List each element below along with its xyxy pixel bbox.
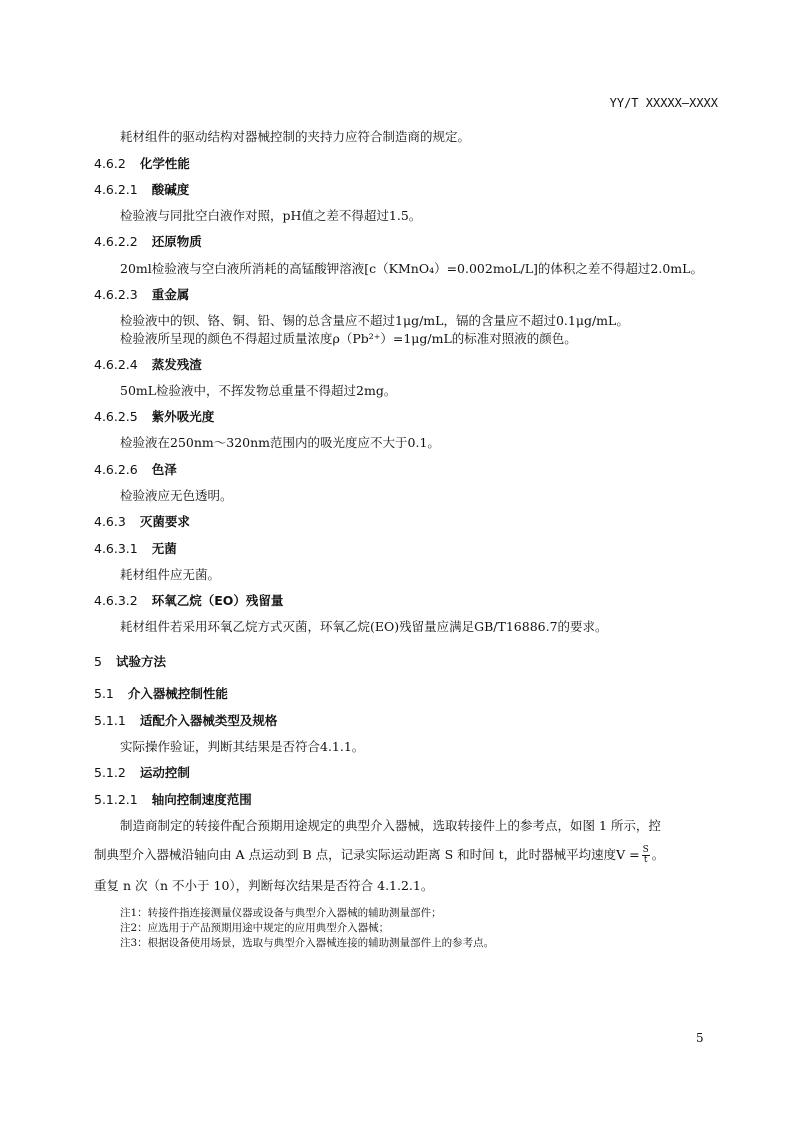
section-heading-5-1-2 — [94, 765, 190, 781]
section-title: 无菌 — [151, 541, 177, 556]
note: 注3：根据设备使用场景，选取与典型介入器械连接的辅助测量部件上的参考点。 — [120, 937, 495, 949]
document-code-header: YY/T XXXXX—XXXX — [609, 96, 718, 110]
page-number: 5 — [696, 1031, 704, 1045]
section-title: 运动控制 — [139, 765, 190, 780]
section-title: 紫外吸光度 — [151, 409, 215, 424]
paragraph: 检验液与同批空白液作对照，pH值之差不得超过1.5。 — [120, 208, 422, 223]
paragraph: 重复 n 次（n 不小于 10），判断每次结果是否符合 4.1.2.1。 — [94, 878, 434, 893]
velocity-fraction — [642, 846, 650, 865]
note: 注2：应选用于产品预期用途中规定的应用典型介入器械； — [120, 922, 390, 934]
section-number: 5 — [94, 654, 102, 669]
fraction-denominator: t — [643, 855, 648, 865]
section-number: 5.1.2 — [94, 765, 126, 780]
section-title: 色泽 — [151, 462, 177, 477]
section-heading-4-6-3-1 — [94, 541, 177, 557]
section-title: 介入器械控制性能 — [127, 686, 228, 701]
section-heading-5-1 — [94, 686, 228, 702]
paragraph — [94, 846, 664, 865]
section-number: 4.6.2 — [94, 156, 126, 171]
section-heading-5-1-2-1 — [94, 792, 252, 808]
section-number: 4.6.2.4 — [94, 357, 138, 372]
section-heading-5-1-1 — [94, 713, 277, 729]
section-title: 环氧乙烷（EO）残留量 — [151, 593, 284, 608]
section-heading-4-6-2-5 — [94, 409, 214, 425]
section-number: 4.6.3.1 — [94, 541, 138, 556]
section-heading-4-6-2 — [94, 156, 190, 172]
paragraph-text: 。 — [651, 847, 665, 862]
section-number: 4.6.2.1 — [94, 182, 138, 197]
section-title: 化学性能 — [139, 156, 190, 171]
section-title: 灭菌要求 — [139, 514, 190, 529]
section-number: 4.6.3.2 — [94, 593, 138, 608]
section-title: 酸碱度 — [151, 182, 190, 197]
section-heading-4-6-2-1 — [94, 182, 189, 198]
paragraph: 耗材组件若采用环氧乙烷方式灭菌，环氧乙烷(EO)残留量应满足GB/T16886.7的要求。 — [120, 619, 608, 634]
paragraph: 耗材组件应无菌。 — [120, 567, 221, 582]
section-title: 重金属 — [151, 287, 190, 302]
section-number: 4.6.2.3 — [94, 287, 138, 302]
section-heading-4-6-3 — [94, 514, 190, 530]
paragraph: 检验液所呈现的颜色不得超过质量浓度ρ（Pb²⁺）=1μg/mL的标准对照液的颜色。 — [120, 331, 577, 346]
section-title: 还原物质 — [151, 234, 202, 249]
paragraph: 检验液在250nm～320nm范围内的吸光度应不大于0.1。 — [120, 435, 440, 450]
fraction-numerator: S — [642, 845, 649, 855]
section-heading-4-6-2-6 — [94, 462, 177, 478]
paragraph: 实际操作验证，判断其结果是否符合4.1.1。 — [120, 739, 365, 754]
section-heading-5 — [94, 654, 166, 670]
paragraph: 50mL检验液中，不挥发物总重量不得超过2mg。 — [120, 383, 397, 398]
section-number: 5.1.1 — [94, 713, 126, 728]
paragraph: 制造商制定的转接件配合预期用途规定的典型介入器械，选取转接件上的参考点，如图 1 所示，控 — [120, 818, 661, 833]
paragraph: 20ml检验液与空白液所消耗的高锰酸钾溶液[c（KMnO₄）=0.002moL/L]的体积之差不得超过2.0mL。 — [120, 261, 703, 276]
section-heading-4-6-2-2 — [94, 234, 202, 250]
section-number: 4.6.2.6 — [94, 462, 138, 477]
section-title: 轴向控制速度范围 — [151, 792, 252, 807]
section-number: 4.6.2.5 — [94, 409, 138, 424]
section-title: 蒸发残渣 — [151, 357, 202, 372]
section-heading-4-6-3-2 — [94, 593, 283, 609]
section-number: 5.1.2.1 — [94, 792, 138, 807]
section-heading-4-6-2-3 — [94, 287, 189, 303]
section-number: 4.6.3 — [94, 514, 126, 529]
section-number: 4.6.2.2 — [94, 234, 138, 249]
paragraph: 检验液应无色透明。 — [120, 488, 233, 503]
section-title: 适配介入器械类型及规格 — [139, 713, 278, 728]
section-title: 试验方法 — [115, 654, 166, 669]
section-heading-4-6-2-4 — [94, 357, 202, 373]
paragraph: 耗材组件的驱动结构对器械控制的夹持力应符合制造商的规定。 — [120, 129, 471, 144]
note: 注1：转接件指连接测量仪器或设备与典型介入器械的辅助测量部件； — [120, 907, 442, 919]
paragraph: 检验液中的钡、铬、铜、铅、锡的总含量应不超过1μg/mL，镉的含量应不超过0.1μg/mL。 — [120, 313, 629, 328]
section-number: 5.1 — [94, 686, 114, 701]
paragraph-text: 制典型介入器械沿轴向由 A 点运动到 B 点，记录实际运动距离 S 和时间 t，此时器械平均速度V = — [94, 847, 640, 862]
